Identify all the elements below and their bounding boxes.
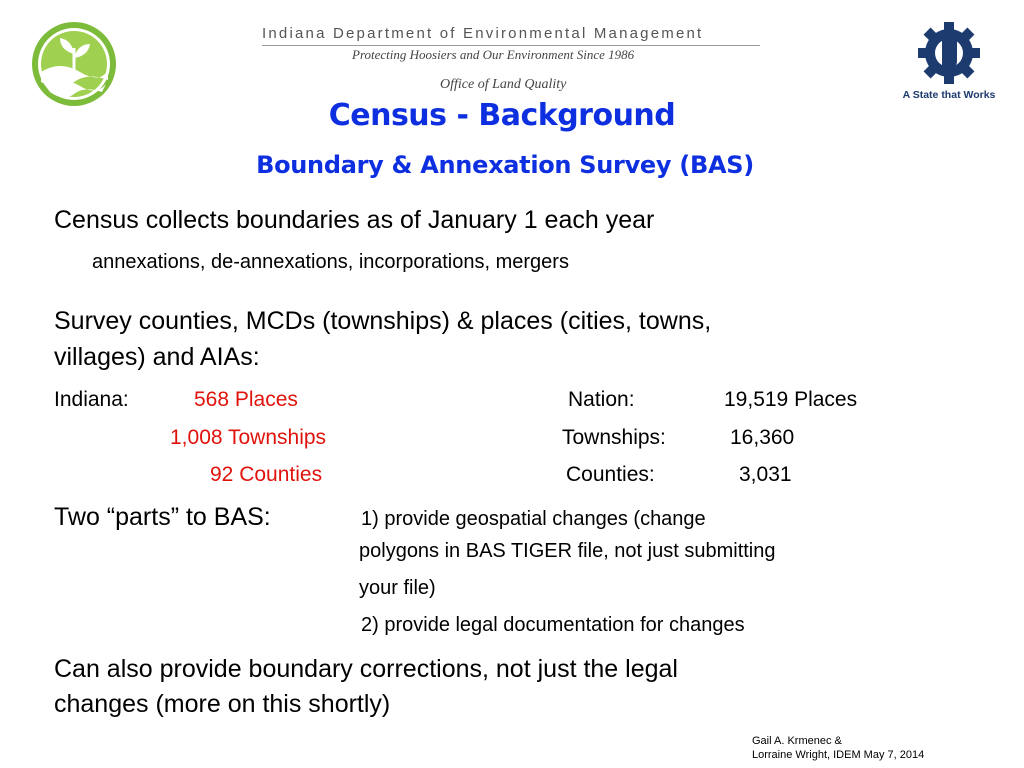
indiana-label: Indiana:	[54, 388, 129, 411]
nation-townships: 16,360	[730, 426, 795, 449]
idem-logo-icon	[30, 20, 118, 108]
agency-name: Indiana Department of Environmental Management	[262, 25, 704, 42]
nation-counties: 3,031	[739, 463, 792, 486]
nation-places: 19,519 Places	[724, 388, 858, 411]
footer-authors-line1: Gail A. Krmenec &	[752, 735, 842, 747]
bullet-two-parts: Two “parts” to BAS:	[54, 503, 271, 531]
agency-tagline: Protecting Hoosiers and Our Environment Since 1986	[352, 47, 635, 62]
part2-line: 2) provide legal documentation for changes	[361, 614, 745, 636]
slide-title: Census - Background	[328, 98, 676, 133]
nation-label: Nation:	[568, 388, 635, 411]
townships-label: Townships:	[562, 426, 666, 449]
bullet-corrections-line1: Can also provide boundary corrections, not just the legal	[54, 655, 678, 683]
bullet-survey-line1: Survey counties, MCDs (townships) & places (cities, towns,	[54, 307, 712, 335]
footer-authors-line2: Lorraine Wright, IDEM May 7, 2014	[752, 749, 925, 761]
indiana-state-logo-icon	[893, 20, 1005, 110]
bullet-census-collects: Census collects boundaries as of January 1 each year	[54, 206, 655, 234]
part1-line2: polygons in BAS TIGER file, not just submitting	[359, 540, 776, 562]
indiana-places: 568 Places	[194, 388, 298, 411]
bullet-corrections-line2: changes (more on this shortly)	[54, 690, 391, 718]
indiana-counties: 92 Counties	[210, 463, 323, 486]
bullet-census-collects-sub: annexations, de-annexations, incorporations, mergers	[92, 251, 569, 273]
state-logo-text: A State that Works	[902, 89, 996, 101]
bullet-survey-line2: villages) and AIAs:	[54, 343, 260, 371]
slide-subtitle: Boundary & Annexation Survey (BAS)	[256, 151, 754, 179]
part1-line1: 1) provide geospatial changes (change	[361, 508, 706, 530]
office-name: Office of Land Quality	[440, 77, 567, 92]
counties-label: Counties:	[566, 463, 655, 486]
part1-line3: your file)	[359, 577, 436, 599]
indiana-townships: 1,008 Townships	[170, 426, 327, 449]
header-divider	[262, 45, 760, 46]
